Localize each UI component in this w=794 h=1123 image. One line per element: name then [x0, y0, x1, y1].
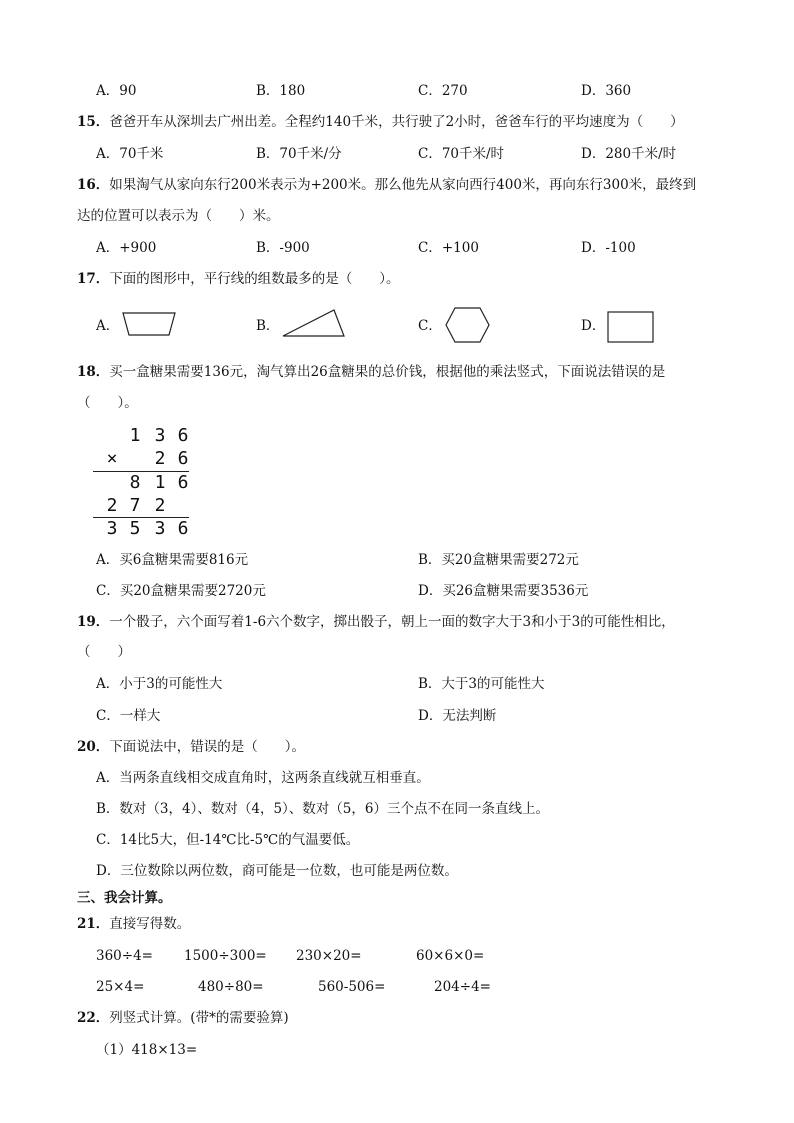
calc-digit: 3 — [154, 425, 166, 446]
q22-number: 22． — [77, 1010, 110, 1026]
calc-digit: 3 — [154, 518, 166, 539]
q18-number: 18． — [77, 364, 110, 380]
calc-digit: 7 — [129, 495, 141, 516]
oral-calc-item: 480÷80= — [198, 979, 264, 995]
q16-option-d: D．-100 — [581, 240, 636, 256]
calc-digit: 2 — [154, 448, 166, 469]
oral-calc-item: 25×4= — [96, 979, 145, 995]
section-title: 三、我会计算。 — [77, 890, 172, 906]
q16-text-line1: 如果淘气从家向东行200米表示为+200米。那么他先从家向西行400米，再向东行300米，最终到 — [109, 177, 697, 193]
oral-calc-item: 560-506= — [318, 979, 386, 995]
q14-option-d: D．360 — [581, 83, 632, 99]
q19-option-b: B．大于3的可能性大 — [418, 676, 545, 692]
q19-text-line2: （ ） — [77, 644, 131, 660]
q22-question — [77, 1009, 289, 1027]
calc-digit: 5 — [129, 518, 141, 539]
q16-number: 16． — [77, 177, 110, 193]
q20-option-b: B．数对（3，4）、数对（4，5）、数对（5，6）三个点不在同一条直线上。 — [96, 801, 549, 817]
hexagon-icon — [443, 305, 493, 345]
q18-option-c: C．买20盒糖果需要2720元 — [96, 583, 266, 599]
q17-text: 下面的图形中，平行线的组数最多的是（ ）。 — [109, 271, 400, 287]
q20-option-c: C．14比5大，但-14℃比-5℃的气温要低。 — [96, 832, 360, 848]
q15-option-b: B．70千米/分 — [256, 146, 342, 162]
q16-option-a: A．+900 — [96, 240, 157, 256]
rectangle-icon — [606, 310, 656, 344]
calc-digit: 2 — [154, 495, 166, 516]
q14-option-b: B．180 — [256, 83, 306, 99]
calc-digit: 6 — [177, 518, 189, 539]
trapezoid-icon — [122, 310, 178, 338]
calc-digit: 3 — [106, 518, 118, 539]
q16-option-c: C．+100 — [418, 240, 479, 256]
q20-text: 下面说法中，错误的是（ ）。 — [109, 739, 306, 755]
q20-number: 20． — [77, 739, 110, 755]
triangle-icon — [280, 307, 348, 339]
q17-question — [77, 270, 400, 288]
q14-option-c: C．270 — [418, 83, 468, 99]
q15-number: 15． — [77, 114, 110, 130]
q17-option-a-label: A． — [96, 318, 120, 334]
q18-option-d: D．买26盒糖果需要3536元 — [418, 583, 589, 599]
calc-digit: 6 — [177, 448, 189, 469]
q19-option-d: D．无法判断 — [418, 708, 497, 724]
q22-subquestion-1: （1）418×13= — [96, 1042, 198, 1058]
q15-text: 爸爸开车从深圳去广州出差。全程约140千米，共行驶了2小时，爸爸车行的平均速度为（ ） — [109, 114, 684, 130]
calc-digit: 2 — [106, 495, 118, 516]
q15-question — [77, 113, 684, 131]
q16-option-b: B．-900 — [256, 240, 310, 256]
q14-option-a: A．90 — [96, 83, 137, 99]
oral-calc-item: 230×20= — [296, 948, 362, 964]
q18-text-line2: （ ）。 — [77, 395, 138, 411]
q19-text-line1: 一个骰子，六个面写着1-6六个数字，掷出骰子，朝上一面的数字大于3和小于3的可能性相比， — [109, 614, 675, 630]
q18-text-line1: 买一盒糖果需要136元，淘气算出26盒糖果的总价钱，根据他的乘法竖式，下面说法错误的是 — [109, 364, 666, 380]
q20-option-a: A．当两条直线相交成直角时，这两条直线就互相垂直。 — [96, 770, 430, 786]
oral-calc-item: 1500÷300= — [184, 948, 267, 964]
q15-option-c: C．70千米/时 — [418, 146, 505, 162]
q22-text: 列竖式计算。(带*的需要验算) — [109, 1010, 289, 1026]
calc-digit: 6 — [177, 472, 189, 493]
oral-calc-item: 360÷4= — [96, 948, 153, 964]
q16-question-line1 — [77, 176, 696, 194]
times-sign: × — [106, 448, 118, 469]
q15-option-a: A．70千米 — [96, 146, 164, 162]
q21-question — [77, 915, 190, 933]
q21-number: 21． — [77, 916, 110, 932]
q19-question-line1 — [77, 613, 675, 631]
q21-text: 直接写得数。 — [109, 916, 191, 932]
q19-option-c: C．一样大 — [96, 708, 161, 724]
q19-number: 19． — [77, 614, 110, 630]
q17-number: 17． — [77, 271, 110, 287]
q18-question-line1 — [77, 363, 665, 381]
calc-digit: 1 — [129, 425, 141, 446]
q17-option-b-label: B． — [256, 318, 280, 334]
calc-digit: 1 — [154, 472, 166, 493]
q18-option-a: A．买6盒糖果需要816元 — [96, 552, 249, 568]
q20-option-d: D．三位数除以两位数，商可能是一位数，也可能是两位数。 — [96, 863, 458, 879]
q17-option-d-label: D． — [581, 318, 606, 334]
q18-option-b: B．买20盒糖果需要272元 — [418, 552, 579, 568]
oral-calc-item: 204÷4= — [434, 979, 491, 995]
q15-option-d: D．280千米/时 — [581, 146, 677, 162]
calc-digit: 6 — [177, 425, 189, 446]
oral-calc-item: 60×6×0= — [416, 948, 485, 964]
q16-text-line2: 达的位置可以表示为（ ）米。 — [77, 208, 280, 224]
q20-question — [77, 738, 305, 756]
calc-digit: 8 — [129, 472, 141, 493]
q19-option-a: A．小于3的可能性大 — [96, 676, 223, 692]
q17-option-c-label: C． — [418, 318, 442, 334]
